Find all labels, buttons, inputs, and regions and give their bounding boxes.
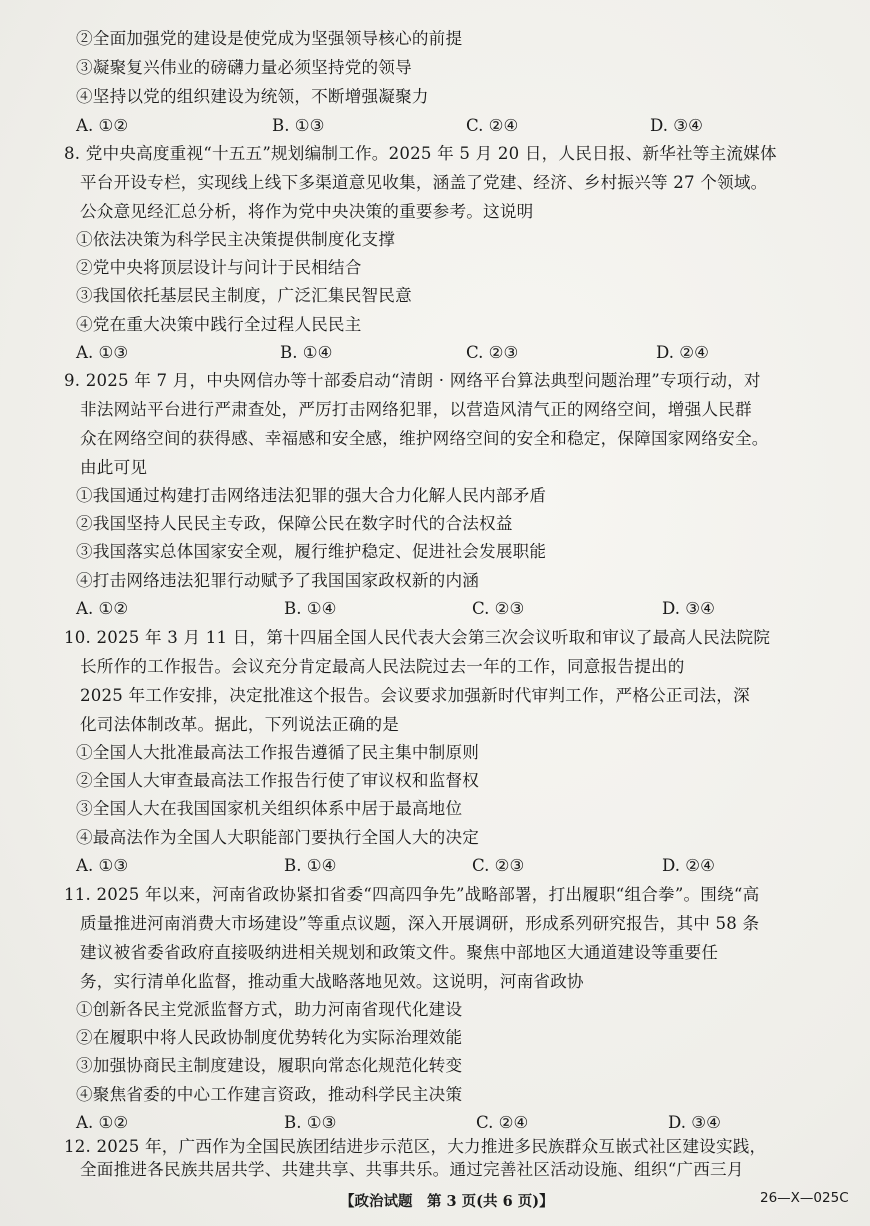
q10-stem-line-3: 2025 年工作安排，决定批准这个报告。会议要求加强新时代审判工作，严格公正司法，深 bbox=[80, 686, 750, 705]
q10-stem-line-4: 化司法体制改革。据此，下列说法正确的是 bbox=[80, 715, 400, 734]
q9-stem-line-1: 9. 2025 年 7 月，中央网信办等十部委启动“清朗 · 网络平台算法典型问题治理”专项行动，对 bbox=[64, 371, 761, 390]
q8-stem-line-1: 8. 党中央高度重视“十五五”规划编制工作。2025 年 5 月 20 日，人民日报、新华社等主流媒体 bbox=[64, 144, 777, 163]
q8-option-4: ④党在重大决策中践行全过程人民民主 bbox=[76, 315, 362, 334]
q10-option-2: ②全国人大审查最高法工作报告行使了审议权和监督权 bbox=[76, 771, 480, 790]
q11-choice-b: B. ①③ bbox=[284, 1113, 337, 1132]
q12-stem-line-2: 全面推进各民族共居共学、共建共享、共事共乐。通过完善社区活动设施、组织“广西三月 bbox=[80, 1160, 744, 1179]
q11-stem-line-1: 11. 2025 年以来，河南省政协紧扣省委“四高四争先”战略部署，打出履职“组合拳”。围绕“高 bbox=[64, 885, 760, 904]
q11-choice-d: D. ③④ bbox=[668, 1113, 722, 1132]
q12-stem-line-1: 12. 2025 年，广西作为全国民族团结进步示范区，大力推进多民族群众互嵌式社区建设实践， bbox=[64, 1137, 767, 1156]
q8-choice-b: B. ①④ bbox=[280, 343, 333, 362]
q8-stem-line-3: 公众意见经汇总分析，将作为党中央决策的重要参考。这说明 bbox=[80, 202, 534, 221]
q10-option-4: ④最高法作为全国人大职能部门要执行全国人大的决定 bbox=[76, 828, 480, 847]
q11-stem-line-4: 务，实行清单化监督，推动重大战略落地见效。这说明，河南省政协 bbox=[80, 972, 584, 991]
q7-choice-d: D. ③④ bbox=[650, 116, 704, 135]
q10-stem-line-1: 10. 2025 年 3 月 11 日，第十四届全国人民代表大会第三次会议听取和审议了最高人民法院院 bbox=[64, 628, 771, 647]
q8-option-2: ②党中央将顶层设计与问计于民相结合 bbox=[76, 258, 362, 277]
q10-option-1: ①全国人大批准最高法工作报告遵循了民主集中制原则 bbox=[76, 743, 480, 762]
q7-option-2: ②全面加强党的建设是使党成为坚强领导核心的前提 bbox=[76, 29, 463, 48]
q7-choice-a: A. ①② bbox=[76, 116, 129, 135]
q8-stem-line-2: 平台开设专栏，实现线上线下多渠道意见收集，涵盖了党建、经济、乡村振兴等 27 个领域。 bbox=[80, 173, 768, 192]
q8-choice-c: C. ②③ bbox=[466, 343, 519, 362]
q9-choice-b: B. ①④ bbox=[284, 599, 337, 618]
q11-stem-line-3: 建议被省委省政府直接吸纳进相关规划和政策文件。聚焦中部地区大通道建设等重要任 bbox=[80, 943, 719, 962]
q11-option-2: ②在履职中将人民政协制度优势转化为实际治理效能 bbox=[76, 1028, 463, 1047]
q9-choice-c: C. ②③ bbox=[472, 599, 525, 618]
q9-option-4: ④打击网络违法犯罪行动赋予了我国国家政权新的内涵 bbox=[76, 571, 480, 590]
q11-choice-c: C. ②④ bbox=[476, 1113, 529, 1132]
q7-choice-b: B. ①③ bbox=[272, 116, 325, 135]
q9-stem-line-4: 由此可见 bbox=[80, 458, 148, 477]
q7-option-3: ③凝聚复兴伟业的磅礴力量必须坚持党的领导 bbox=[76, 58, 412, 77]
q7-option-4: ④坚持以党的组织建设为统领，不断增强凝聚力 bbox=[76, 87, 429, 106]
q10-choice-b: B. ①④ bbox=[284, 856, 337, 875]
q11-option-3: ③加强协商民主制度建设，履职向常态化规范化转变 bbox=[76, 1056, 463, 1075]
q9-choice-d: D. ③④ bbox=[662, 599, 716, 618]
q11-option-4: ④聚焦省委的中心工作建言资政，推动科学民主决策 bbox=[76, 1085, 463, 1104]
page-footer: 【政治试题 第 3 页(共 6 页)】 bbox=[340, 1193, 554, 1210]
q9-choice-a: A. ①② bbox=[76, 599, 129, 618]
q9-option-1: ①我国通过构建打击网络违法犯罪的强大合力化解人民内部矛盾 bbox=[76, 486, 547, 505]
q11-choice-a: A. ①② bbox=[76, 1113, 129, 1132]
q8-choice-a: A. ①③ bbox=[76, 343, 129, 362]
q7-choice-c: C. ②④ bbox=[466, 116, 519, 135]
q11-stem-line-2: 质量推进河南消费大市场建设”等重点议题，深入开展调研，形成系列研究报告，其中 58 条 bbox=[80, 914, 760, 933]
q9-option-2: ②我国坚持人民民主专政，保障公民在数字时代的合法权益 bbox=[76, 514, 513, 533]
q10-option-3: ③全国人大在我国国家机关组织体系中居于最高地位 bbox=[76, 799, 463, 818]
q9-stem-line-3: 众在网络空间的获得感、幸福感和安全感，维护网络空间的安全和稳定，保障国家网络安全。 bbox=[80, 429, 769, 448]
q10-choice-d: D. ②④ bbox=[662, 856, 716, 875]
q8-option-3: ③我国依托基层民主制度，广泛汇集民智民意 bbox=[76, 286, 412, 305]
exam-code: 26—X—025C bbox=[760, 1190, 849, 1206]
q10-choice-a: A. ①③ bbox=[76, 856, 129, 875]
q10-choice-c: C. ②③ bbox=[472, 856, 525, 875]
q8-option-1: ①依法决策为科学民主决策提供制度化支撑 bbox=[76, 230, 396, 249]
q10-stem-line-2: 长所作的工作报告。会议充分肯定最高人民法院过去一年的工作，同意报告提出的 bbox=[80, 657, 685, 676]
q9-option-3: ③我国落实总体国家安全观，履行维护稳定、促进社会发展职能 bbox=[76, 542, 547, 561]
q11-option-1: ①创新各民主党派监督方式，助力河南省现代化建设 bbox=[76, 1000, 463, 1019]
q9-stem-line-2: 非法网站平台进行严肃查处，严厉打击网络犯罪，以营造风清气正的网络空间，增强人民群 bbox=[80, 400, 752, 419]
q8-choice-d: D. ②④ bbox=[656, 343, 710, 362]
